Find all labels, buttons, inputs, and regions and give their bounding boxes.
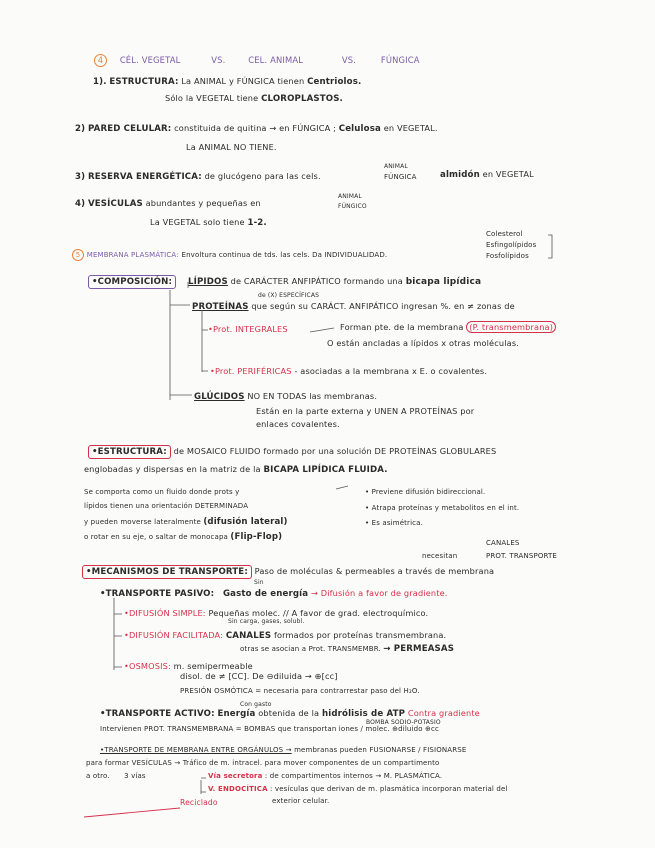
reciclado-stroke (84, 808, 180, 817)
comp-int-rest1: Forman pte. de la membrana (340, 322, 464, 332)
comp-integrales: •Prot. INTEGRALES (208, 324, 288, 334)
comp-int-red: (P. transmembrana) (466, 321, 556, 333)
comp-lipidos-rest: de CARÁCTER ANFIPÁTICO formando una (230, 276, 403, 286)
comp-perifericas: •Prot. PERIFÉRICAS (210, 366, 292, 376)
s5-desc: Envoltura continua de tds. las cels. Da INDIVIDUALIDAD. (181, 251, 388, 259)
title-fungica: FÚNGICA (380, 55, 420, 65)
mec-permeasas: → PERMEASAS (383, 644, 455, 654)
mec-sin: Sin (254, 579, 264, 586)
estr-right3: • Es asimétrica. (365, 519, 423, 527)
mec-bomba-note: BOMBA SODIO-POTASIO (366, 719, 441, 726)
s3-text1c: en VEGETAL (482, 169, 534, 179)
mec-simple-rest: Pequeñas molec. // A favor de grad. electroquímico. (208, 608, 429, 618)
estr-left4: o rotar en su eje, o saltar de monocapa (84, 533, 228, 541)
vias-bracket (201, 778, 206, 794)
estr-left2: lípidos tienen una orientación DETERMINADA (84, 502, 249, 510)
mec-energia: Energía (217, 709, 256, 719)
mec-simple: •DIFUSIÓN SIMPLE: (124, 608, 206, 618)
s1-label: ESTRUCTURA: (109, 77, 179, 87)
mec-simple-sub: Sin carga, gases, solubl. (228, 618, 305, 625)
comp-gluc-rest3: enlaces covalentes. (256, 419, 340, 429)
comp-label: •COMPOSICIÓN: (88, 275, 176, 289)
mec-secretora: Vía secretora (208, 772, 263, 780)
s4-text2b: 1-2. (247, 218, 267, 228)
mec-endo-rest2: exterior celular. (272, 797, 330, 805)
mec-prot-transporte: PROT. TRANSPORTE (486, 552, 557, 560)
lipid-bracket (548, 235, 552, 258)
mec-osm2: disol. de ≠ [CC]. De ⊖diluida → ⊕[cc] (180, 671, 338, 681)
mec-osmosis: •OSMOSIS: (124, 661, 171, 671)
s3-text1: de glucógeno para las cels. (204, 171, 321, 181)
mec-pasivo: •TRANSPORTE PASIVO: (100, 589, 215, 599)
s3-fungica: FÚNGICA (384, 173, 417, 181)
comp-gluc-rest1: NO EN TODAS las membranas. (247, 391, 378, 401)
s2-label: PARED CELULAR: (87, 124, 172, 134)
title-vs-2: VS. (341, 55, 357, 65)
s4-animal: ANIMAL (338, 193, 362, 200)
s5-title: MEMBRANA PLASMÁTICA: (86, 251, 179, 259)
mec-atp: hidrólisis de ATP (321, 709, 406, 719)
s3-text1b: almidón (440, 170, 480, 180)
s2-text1c: en VEGETAL. (383, 123, 438, 133)
mec-canales2: CANALES (225, 631, 272, 641)
mec-endocitica: V. ENDOCÍTICA (208, 785, 268, 793)
comp-prot-note: de (X) ESPECÍFICAS (258, 292, 320, 299)
mec-fac-rest: formados por proteínas transmembrana. (273, 630, 447, 640)
mec-contra: Contra gradiente (407, 708, 480, 718)
s3-animal: ANIMAL (384, 163, 408, 170)
estr-left3: y pueden moverse lateralmente (84, 518, 201, 526)
s2-text1: constituida de quitina → en FÚNGICA ; (174, 123, 336, 133)
mec-mem-l3a: a otro. (86, 772, 110, 780)
estr-right2: • Atrapa proteínas y metabolitos en el int. (365, 504, 520, 512)
comp-glucidos: GLÚCIDOS (194, 392, 245, 402)
s2-text1b: Celulosa (338, 124, 381, 134)
composition-bracket (170, 290, 192, 400)
s4-text1: abundantes y pequeñas en (145, 198, 261, 208)
mec-mem-l3b: 3 vías (124, 772, 146, 780)
estr-right1: • Previene difusión bidireccional. (365, 488, 486, 496)
s2-text2: La ANIMAL NO TIENE. (186, 142, 277, 152)
mec-osm1: m. semipermeable (173, 661, 253, 671)
mec-facilitada: •DIFUSIÓN FACILITADA: (124, 630, 224, 640)
mec-dif-red: → Difusión a favor de gradiente. (311, 588, 448, 598)
mec-canales-note: CANALES (486, 539, 520, 547)
s3-label: RESERVA ENERGÉTICA: (87, 172, 202, 182)
mec-act-rest: obtenida de la (258, 708, 320, 718)
protein-bracket (202, 310, 208, 372)
estr-text2: englobadas y dispersas en la matriz de la (84, 464, 261, 474)
mec-endo-rest: : vesículas que derivan de m. plasmática incorporan material del (270, 785, 508, 793)
estr-label: •ESTRUCTURA: (88, 445, 171, 459)
estr-text2b: BICAPA LIPÍDICA FLUIDA. (263, 465, 388, 475)
title-cel-vegetal: CÉL. VEGETAL (119, 55, 181, 65)
lipid-esfingolipidos: Esfingolípidos (486, 241, 537, 249)
s1-number: 1). (93, 77, 107, 87)
s1-text1b: Centriolos. (307, 77, 362, 87)
mec-secr-rest: : de compartimentos internos → M. PLASMÁTICA. (264, 772, 443, 780)
lipid-colesterol: Colesterol (486, 230, 523, 238)
s4-label: VESÍCULAS (87, 199, 143, 209)
s1-text1: La ANIMAL y FÚNGICA tienen (181, 76, 305, 86)
title-vs-1: VS. (211, 55, 226, 65)
mec-mem-rest: membranas pueden FUSIONARSE / FISIONARSE (294, 746, 467, 754)
estr-left4b: (Flip-Flop) (230, 532, 283, 542)
mec-label: •MECANISMOS DE TRANSPORTE: (82, 565, 252, 579)
comp-per-rest: - asociadas a la membrana x E. o covalentes. (294, 366, 488, 376)
comp-bicapa: bicapa lipídica (405, 277, 482, 287)
integral-arrow (310, 328, 334, 332)
mec-mem-l2: para formar VESÍCULAS → Tráfico de m. intracel. para mover componentes de un compartimento (86, 759, 440, 767)
pasivo-bracket (114, 598, 122, 670)
title-cel-animal: CEL. ANIMAL (248, 55, 304, 65)
estr-left3b: (difusión lateral) (203, 517, 288, 527)
estr-left1: Se comporta como un fluido donde prots y (84, 488, 240, 496)
s4-number: 4) (75, 199, 86, 209)
mec-con-gasto: Con gasto (240, 701, 272, 708)
mec-rest: Paso de moléculas & permeables a través de membrana (254, 566, 495, 576)
s2-number: 2) (75, 124, 86, 134)
mec-activo: •TRANSPORTE ACTIVO: (100, 709, 215, 719)
mec-act-l2: Intervienen PROT. TRANSMEMBRANA = BOMBAS que transportan iones / molec. ⊕diluido ⊕cc (100, 725, 440, 733)
lipid-fosfolipidos: Fosfolípidos (486, 252, 529, 260)
s4-text2: La VEGETAL solo tiene (150, 217, 245, 227)
estructura-arrow (336, 486, 348, 489)
comp-proteinas: PROTEÍNAS (192, 302, 249, 312)
estr-text1: de MOSAICO FLUIDO formado por una solución DE PROTEÍNAS GLOBULARES (173, 446, 497, 456)
s3-number: 3) (75, 172, 86, 182)
comp-gluc-rest2: Están en la parte externa y UNEN A PROTEÍNAS por (256, 406, 475, 416)
mec-osm3: PRESIÓN OSMÓTICA = necesaria para contrarrestar paso del H₂O. (180, 687, 420, 695)
title-number: 4 (94, 54, 107, 67)
s1-text2b: CLOROPLASTOS. (261, 94, 343, 104)
comp-lipidos: LÍPIDOS (188, 277, 228, 287)
s4-fungico: FÚNGICO (338, 203, 367, 210)
mec-mem: •TRANSPORTE DE MEMBRANA ENTRE ORGÁNULOS → (100, 746, 292, 754)
s5-number: 5 (72, 249, 84, 261)
s1-text2: Sólo la VEGETAL tiene (165, 93, 259, 103)
comp-int-rest2: O están ancladas a lípidos x otras moléculas. (327, 338, 519, 348)
mec-gasto: Gasto de energía (222, 589, 309, 599)
comp-prot-rest: que según su CARÁCT. ANFIPÁTICO ingresan %. en ≠ zonas de (251, 301, 515, 311)
mec-reciclado: Reciclado (180, 798, 218, 807)
mec-fac-rest2: otras se asocian a Prot. TRANSMEMBR. (240, 645, 381, 653)
mec-necesitan: necesitan (422, 552, 458, 560)
